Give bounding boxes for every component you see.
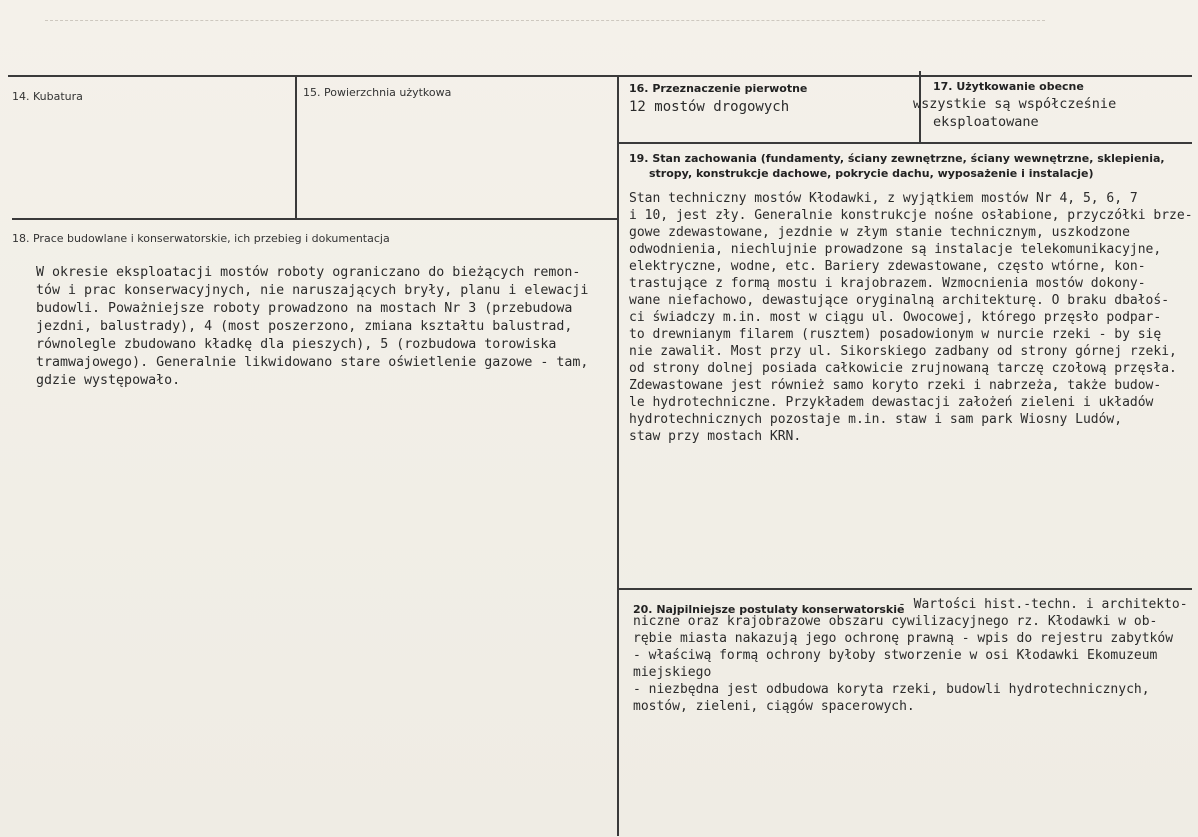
field-19-line: od strony dolnej posiada całkowicie zrujnowaną tarczę czołową przęsła. xyxy=(629,361,1177,376)
grid-line-top xyxy=(8,75,1192,77)
field-20-line: mostów, zieleni, ciągów spacerowych. xyxy=(633,699,915,714)
field-15-label: 15. Powierzchnia użytkowa xyxy=(303,86,452,99)
field-20-line: - właściwą formą ochrony byłoby stworzenie w osi Kłodawki Ekomuzeum xyxy=(633,648,1158,663)
field-18-line: jezdni, balustrady), 4 (most poszerzono, zmiana kształtu balustrad, xyxy=(36,319,573,334)
field-18-line: tów i prac konserwacyjnych, nie naruszających bryły, planu i elewacji xyxy=(36,283,589,298)
field-18-line: budowli. Poważniejsze roboty prowadzono na mostach Nr 3 (przebudowa xyxy=(36,301,573,316)
field-19-line: ci świadczy m.in. most w ciągu ul. Owocowej, którego przęsło podpar- xyxy=(629,310,1162,325)
field-16-label: 16. Przeznaczenie pierwotne xyxy=(629,82,808,95)
field-19-line: le hydrotechniczne. Przykładem dewastacji założeń zieleni i układów xyxy=(629,395,1154,410)
field-19-label-line: 19. Stan zachowania (fundamenty, ściany zewnętrzne, ściany wewnętrzne, sklepienia, xyxy=(629,152,1165,165)
field-19-label-line: stropy, konstrukcje dachowe, pokrycie dachu, wyposażenie i instalacje) xyxy=(649,167,1094,180)
field-19-line: nie zawalił. Most przy ul. Sikorskiego zadbany od strony górnej rzeki, xyxy=(629,344,1177,359)
field-19-line: gowe zdewastowane, jezdnie w złym stanie technicznym, uszkodzone xyxy=(629,225,1130,240)
grid-line-14-15-bottom xyxy=(12,218,618,220)
grid-line-v-15 xyxy=(295,76,297,220)
field-16-value: 12 mostów drogowych xyxy=(629,99,790,115)
field-20-first-line: - Wartości hist.-techn. i architekto- xyxy=(898,597,1188,612)
field-14-label: 14. Kubatura xyxy=(12,90,83,103)
field-19-line: hydrotechnicznych pozostaje m.in. staw i sam park Wiosny Ludów, xyxy=(629,412,1123,427)
field-17-value-line: wszystkie są współcześnie xyxy=(913,96,1117,112)
field-19-line: Zdewastowane jest również samo koryto rzeki i nabrzeża, także budow- xyxy=(629,378,1162,393)
field-20-line: niczne oraz krajobrazowe obszaru cywilizacyjnego rz. Kłodawki w ob- xyxy=(633,614,1158,629)
field-17-value-line: eksploatowane xyxy=(933,114,1039,130)
field-18-line: gdzie występowało. xyxy=(36,373,181,388)
field-18-line: W okresie eksploatacji mostów roboty ograniczano do bieżących remon- xyxy=(36,265,581,280)
field-18-line: równolegle zbudowano kładkę dla pieszych), 5 (rozbudowa torowiska xyxy=(36,337,557,352)
field-19-line: i 10, jest zły. Generalnie konstrukcje nośne osłabione, przyczółki brze- xyxy=(629,208,1193,223)
field-19-line: staw przy mostach KRN. xyxy=(629,429,802,444)
field-19-line: elektryczne, wodne, etc. Bariery zdewastowane, często wtórne, kon- xyxy=(629,259,1146,274)
field-19-line: wane niefachowo, dewastujące oryginalną architekturę. O braku dbałoś- xyxy=(629,293,1170,308)
grid-line-16-17-bottom xyxy=(618,142,1192,144)
grid-line-19-bottom xyxy=(618,588,1192,590)
field-20-line: rębie miasta nakazują jego ochronę prawną - wpis do rejestru zabytków xyxy=(633,631,1174,646)
field-18-label: 18. Prace budowlane i konserwatorskie, ich przebieg i dokumentacja xyxy=(12,232,390,245)
field-19-line: odwodnienia, niechlujnie prowadzone są instalacje telekomunikacyjne, xyxy=(629,242,1162,257)
top-dashed-line xyxy=(45,20,1045,22)
field-20-label: 20. Najpilniejsze postulaty konserwatorskie xyxy=(633,603,905,616)
field-20-line: miejskiego xyxy=(633,665,712,680)
field-19-line: trastujące z formą mostu i krajobrazem. Wzmocnienia mostów dokony- xyxy=(629,276,1146,291)
field-17-label: 17. Użytkowanie obecne xyxy=(933,80,1084,93)
grid-line-v-center xyxy=(617,76,619,836)
field-19-line: to drewnianym filarem (rusztem) posadowionym w nurcie rzeki - by się xyxy=(629,327,1162,342)
field-19-line: Stan techniczny mostów Kłodawki, z wyjątkiem mostów Nr 4, 5, 6, 7 xyxy=(629,191,1138,206)
field-20-line: - niezbędna jest odbudowa koryta rzeki, budowli hydrotechnicznych, xyxy=(633,682,1150,697)
field-18-line: tramwajowego). Generalnie likwidowano stare oświetlenie gazowe - tam, xyxy=(36,355,589,370)
